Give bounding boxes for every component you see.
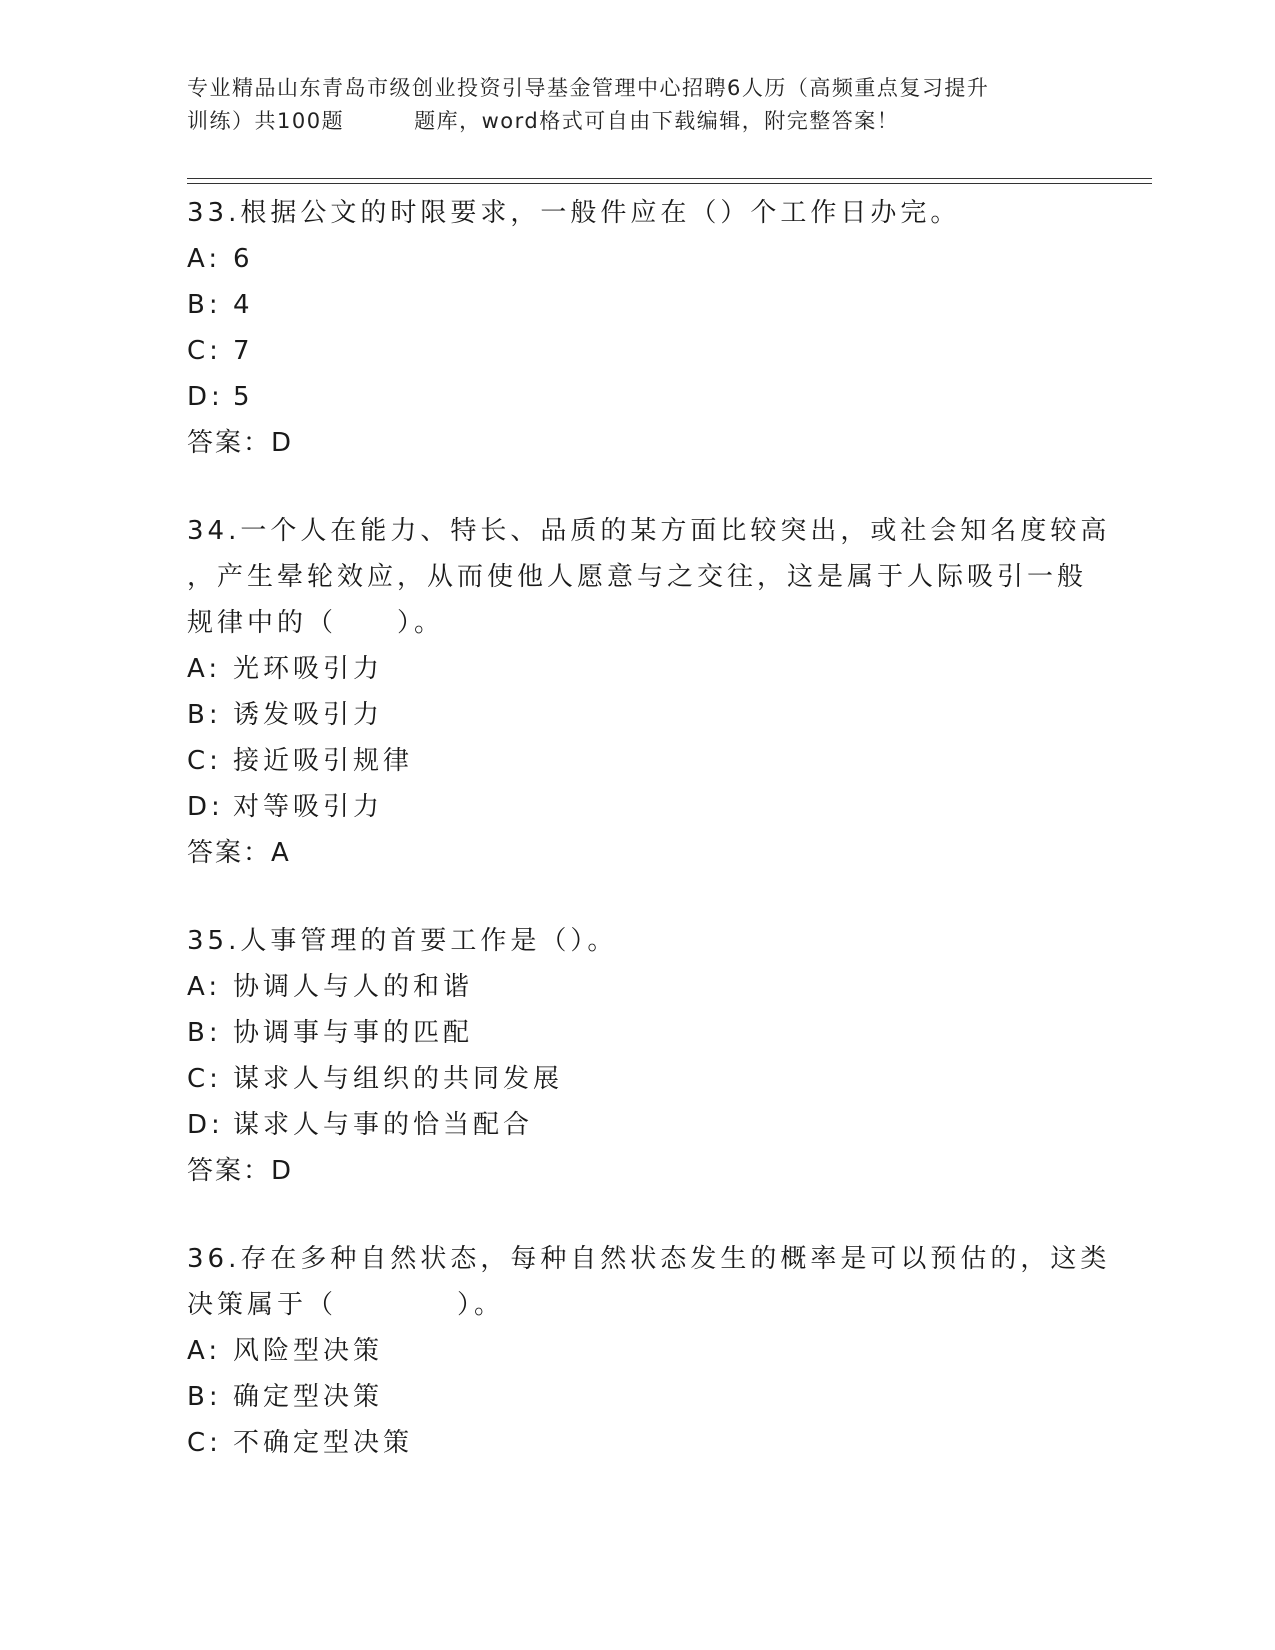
option-c	[187, 1056, 1087, 1102]
option-key: B:	[187, 1018, 222, 1048]
option-text: 7	[233, 336, 254, 366]
option-d	[187, 1102, 1087, 1148]
question-34	[187, 508, 1111, 876]
question-stem-line-1: 34.一个人在能力、特长、品质的某方面比较突出，或社会知名度较高	[187, 516, 1111, 546]
option-key: C:	[187, 1064, 222, 1094]
option-text: 风险型决策	[233, 1336, 384, 1366]
option-key: D:	[187, 1110, 224, 1140]
question-stem: 33.根据公文的时限要求，一般件应在（）个工作日办完。	[187, 198, 961, 228]
option-key: B:	[187, 290, 222, 320]
option-key: C:	[187, 1428, 222, 1458]
question-stem: 35.人事管理的首要工作是（）。	[187, 926, 618, 956]
document-header	[187, 72, 1087, 138]
option-key: C:	[187, 746, 222, 776]
header-title-line-1: 专业精品山东青岛市级创业投资引导基金管理中心招聘6人历（高频重点复习提升	[187, 76, 990, 100]
option-c	[187, 1420, 1087, 1466]
option-text: 6	[233, 244, 254, 274]
header-divider-top	[187, 178, 1152, 179]
question-33	[187, 190, 1087, 466]
option-text: 谋求人与组织的共同发展	[233, 1064, 564, 1094]
option-key: C:	[187, 336, 222, 366]
question-35	[187, 918, 1087, 1194]
answer-label: 答案：D	[187, 1156, 294, 1186]
option-a	[187, 646, 1087, 692]
option-c	[187, 328, 1087, 374]
option-b	[187, 1010, 1087, 1056]
option-key: B:	[187, 700, 222, 730]
option-text: 接近吸引规律	[233, 746, 414, 776]
question-stem-line-2: 决策属于（ ）。	[187, 1290, 505, 1320]
question-stem-line-3: 规律中的（ ）。	[187, 608, 445, 638]
option-key: A:	[187, 972, 222, 1002]
option-text: 4	[233, 290, 254, 320]
option-text: 谋求人与事的恰当配合	[233, 1110, 534, 1140]
option-a	[187, 1328, 1087, 1374]
option-key: A:	[187, 654, 222, 684]
question-36	[187, 1236, 1111, 1466]
option-text: 光环吸引力	[233, 654, 384, 684]
header-divider-bottom	[187, 183, 1152, 184]
option-a	[187, 964, 1087, 1010]
option-a	[187, 236, 1087, 282]
option-text: 5	[233, 382, 254, 412]
option-b	[187, 692, 1087, 738]
option-key: A:	[187, 1336, 222, 1366]
answer-label: 答案：D	[187, 428, 294, 458]
option-key: A:	[187, 244, 222, 274]
option-b	[187, 282, 1087, 328]
option-text: 诱发吸引力	[233, 700, 384, 730]
option-text: 协调人与人的和谐	[233, 972, 474, 1002]
question-stem-line-1: 36.存在多种自然状态，每种自然状态发生的概率是可以预估的，这类	[187, 1244, 1111, 1274]
option-key: B:	[187, 1382, 222, 1412]
question-list	[187, 190, 1111, 1508]
option-text: 对等吸引力	[233, 792, 384, 822]
option-d	[187, 784, 1087, 830]
question-stem-line-2: ，产生晕轮效应，从而使他人愿意与之交往，这是属于人际吸引一般	[187, 562, 1088, 592]
option-b	[187, 1374, 1087, 1420]
header-title-right: 题库，word格式可自由下载编辑，附完整答案！	[414, 109, 900, 133]
option-text: 不确定型决策	[233, 1428, 414, 1458]
option-text: 协调事与事的匹配	[233, 1018, 474, 1048]
option-text: 确定型决策	[233, 1382, 384, 1412]
option-c	[187, 738, 1087, 784]
option-key: D:	[187, 382, 224, 412]
header-title-line-2	[187, 105, 1087, 138]
header-title-left: 训练）共100题	[187, 109, 345, 133]
option-key: D:	[187, 792, 224, 822]
option-d	[187, 374, 1087, 420]
answer-label: 答案：A	[187, 838, 291, 868]
